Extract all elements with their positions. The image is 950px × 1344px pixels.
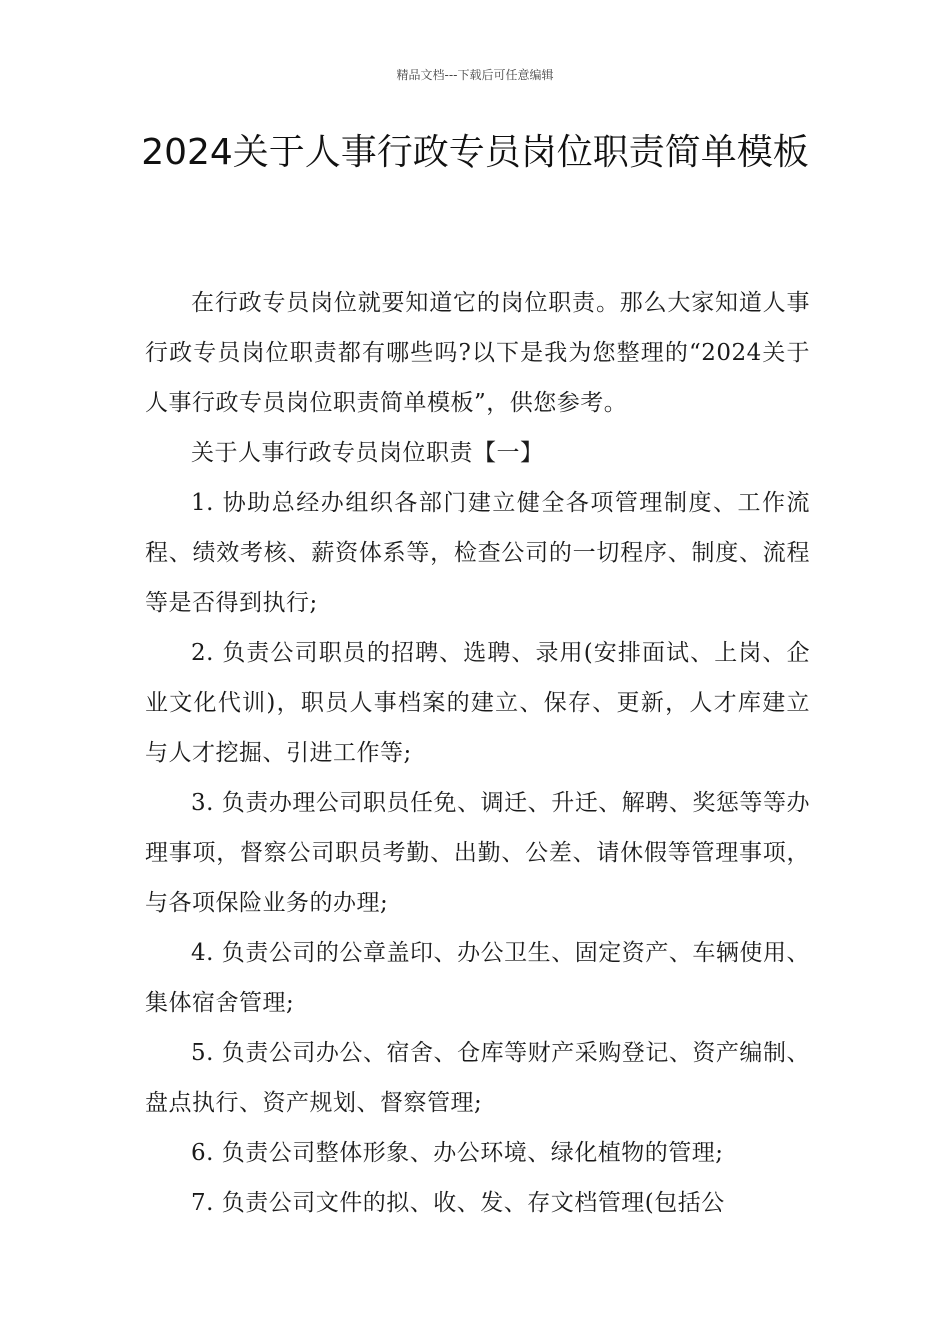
intro-paragraph: 在行政专员岗位就要知道它的岗位职责。那么大家知道人事行政专员岗位职责都有哪些吗?以下是我为您整理的“2024关于人事行政专员岗位职责简单模板”，供您参考。 bbox=[145, 290, 810, 416]
document-title: 2024关于人事行政专员岗位职责简单模板 bbox=[141, 132, 809, 173]
section-heading: 关于人事行政专员岗位职责【一】 bbox=[191, 440, 544, 466]
duty-item-6: 6. 负责公司整体形象、办公环境、绿化植物的管理; bbox=[191, 1140, 724, 1166]
header-note: 精品文档---下载后可任意编辑 bbox=[396, 68, 554, 82]
duty-item-2: 2. 负责公司职员的招聘、选聘、录用(安排面试、上岗、企业文化代训)，职员人事档案的建立、保存、更新，人才库建立与人才挖掘、引进工作等; bbox=[145, 640, 810, 766]
document-body bbox=[145, 278, 810, 1228]
duty-item-1: 1. 协助总经办组织各部门建立健全各项管理制度、工作流程、绩效考核、薪资体系等，检查公司的一切程序、制度、流程等是否得到执行; bbox=[145, 490, 810, 616]
duty-item-5: 5. 负责公司办公、宿舍、仓库等财产采购登记、资产编制、盘点执行、资产规划、督察管理; bbox=[145, 1040, 810, 1116]
duty-item-3: 3. 负责办理公司职员任免、调迁、升迁、解聘、奖惩等等办理事项，督察公司职员考勤、出勤、公差、请休假等管理事项，与各项保险业务的办理; bbox=[145, 790, 810, 916]
duty-item-7: 7. 负责公司文件的拟、收、发、存文档管理(包括公 bbox=[191, 1190, 725, 1216]
duty-item-4: 4. 负责公司的公章盖印、办公卫生、固定资产、车辆使用、集体宿舍管理; bbox=[145, 940, 810, 1016]
